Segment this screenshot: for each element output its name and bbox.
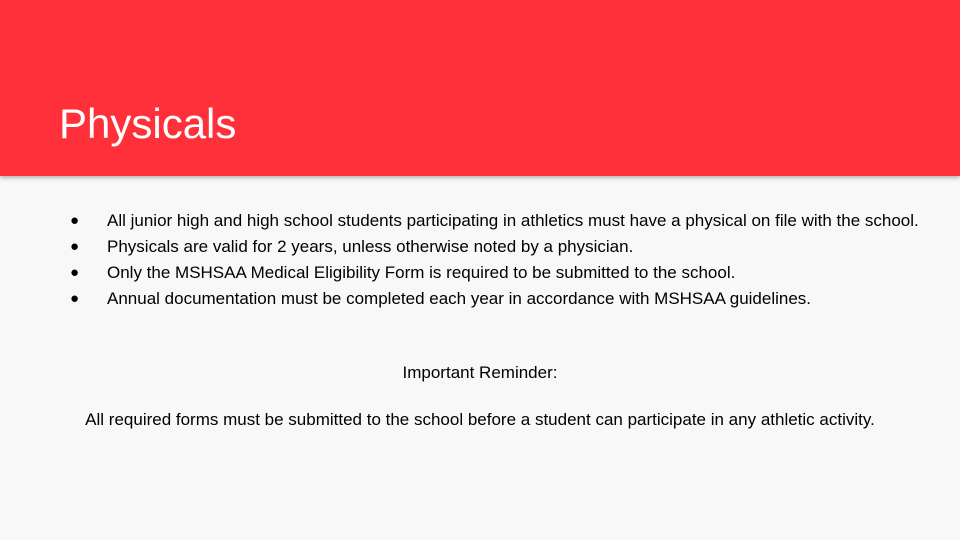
list-item xyxy=(70,208,920,234)
list-item xyxy=(70,286,920,312)
bullet-icon: ● xyxy=(70,264,80,281)
list-item-text: Annual documentation must be completed each year in accordance with MSHSAA guidelines. xyxy=(107,289,812,308)
list-item xyxy=(70,234,920,260)
list-item-text: All junior high and high school students participating in athletics must have a physical on file with the school. xyxy=(107,211,919,230)
list-item-text: Only the MSHSAA Medical Eligibility Form is required to be submitted to the school. xyxy=(107,263,736,282)
bullet-icon: ● xyxy=(70,212,80,229)
slide-title: Physicals xyxy=(59,100,237,147)
bullet-icon: ● xyxy=(70,290,80,307)
list-item xyxy=(70,260,920,286)
bullet-list xyxy=(70,208,920,312)
header-band xyxy=(0,0,960,176)
bullet-icon: ● xyxy=(70,238,80,255)
reminder-body: All required forms must be submitted to the school before a student can participate in any athletic activity. xyxy=(85,410,875,429)
list-item-text: Physicals are valid for 2 years, unless otherwise noted by a physician. xyxy=(107,237,634,256)
reminder-heading: Important Reminder: xyxy=(402,363,558,382)
